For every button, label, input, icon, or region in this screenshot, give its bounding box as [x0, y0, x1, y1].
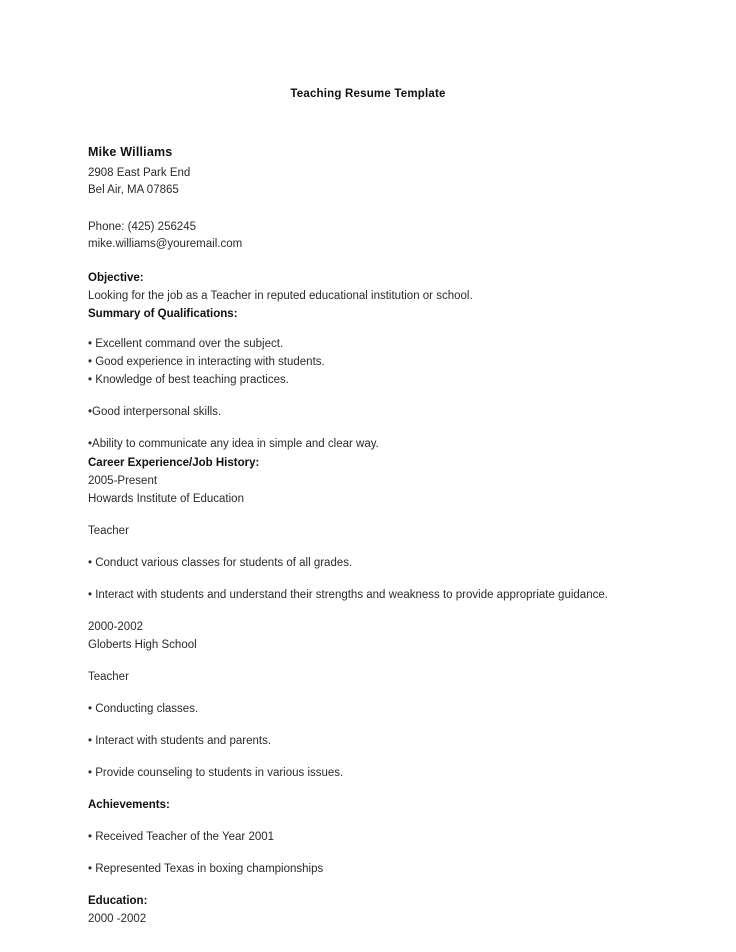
list-item: •Ability to communicate any idea in simple and clear way. [88, 438, 379, 450]
summary-heading: Summary of Qualifications: [88, 308, 238, 320]
list-item: • Provide counseling to students in various issues. [88, 767, 344, 779]
list-item: • Represented Texas in boxing championships [88, 863, 324, 875]
candidate-name: Mike Williams [88, 145, 173, 159]
spacer [88, 199, 658, 219]
page-title: Teaching Resume Template [290, 88, 446, 100]
education-dates: 2000 -2002 [88, 913, 147, 925]
spacer [88, 253, 658, 269]
list-item: • Excellent command over the subject. [88, 338, 284, 350]
list-item: •Good interpersonal skills. [88, 406, 222, 418]
address-line-2: Bel Air, MA 07865 [88, 184, 179, 196]
list-item: • Conducting classes. [88, 703, 199, 715]
objective-heading: Objective: [88, 272, 144, 284]
list-item: • Knowledge of best teaching practices. [88, 374, 289, 386]
list-item: • Interact with students and parents. [88, 735, 272, 747]
job-dates: 2005-Present [88, 475, 158, 487]
list-item: • Received Teacher of the Year 2001 [88, 831, 275, 843]
list-item: • Interact with students and understand their strengths and weakness to provide appropriate guidance. [88, 589, 608, 601]
objective-text: Looking for the job as a Teacher in reputed educational institution or school. [88, 290, 473, 302]
list-item: • Good experience in interacting with students. [88, 356, 325, 368]
list-item: • Conduct various classes for students of all grades. [88, 557, 353, 569]
career-heading: Career Experience/Job History: [88, 457, 260, 469]
job-employer: Howards Institute of Education [88, 493, 244, 505]
achievements-heading: Achievements: [88, 799, 170, 811]
spacer [88, 323, 658, 335]
resume-body [88, 145, 658, 928]
job-dates: 2000-2002 [88, 621, 143, 633]
job-employer: Globerts High School [88, 639, 197, 651]
phone-line: Phone: (425) 256245 [88, 221, 197, 233]
address-line-1: 2908 East Park End [88, 167, 191, 179]
job-role: Teacher [88, 671, 129, 683]
job-role: Teacher [88, 525, 129, 537]
education-heading: Education: [88, 895, 148, 907]
email-line: mike.williams@youremail.com [88, 238, 243, 250]
